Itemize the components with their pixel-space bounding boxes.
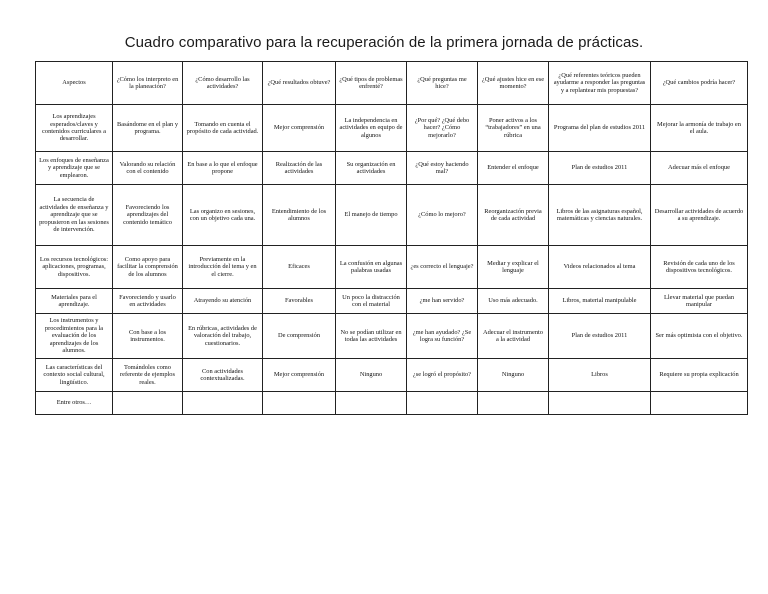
table-cell: [651, 392, 748, 415]
table-cell: Como apoyo para facilitar la comprensión de los alumnos: [113, 246, 183, 289]
table-cell: Mejorar la armonía de trabajo en el aula.: [651, 105, 748, 152]
table-cell: Su organización en actividades: [336, 152, 407, 185]
table-cell: La confusión en algunas palabras usadas: [336, 246, 407, 289]
table-cell: Entendimiento de los alumnos: [263, 185, 336, 246]
table-row: [36, 289, 748, 314]
header-cell: ¿Qué cambios podría hacer?: [651, 62, 748, 105]
aspect-cell: Los aprendizajes esperados/claves y contenidos curriculares a desarrollar.: [36, 105, 113, 152]
table-cell: Ninguno: [336, 359, 407, 392]
table-cell: [549, 392, 651, 415]
table-cell: Favoreciendo y usarlo en actividades: [113, 289, 183, 314]
table-cell: Plan de estudios 2011: [549, 314, 651, 359]
table-cell: Libros de las asignaturas español, matemáticas y ciencias naturales.: [549, 185, 651, 246]
aspect-cell: Los recursos tecnológicos: aplicaciones, programas, dispositivos.: [36, 246, 113, 289]
table-cell: Revisión de cada uno de los dispositivos tecnológicos.: [651, 246, 748, 289]
table-cell: Con base a los instrumentos.: [113, 314, 183, 359]
table-cell: ¿me han ayudado? ¿Se logra su función?: [407, 314, 478, 359]
table-cell: Uso más adecuado.: [478, 289, 549, 314]
table-cell: Libros: [549, 359, 651, 392]
aspect-cell: Los instrumentos y procedimientos para la evaluación de los aprendizajes de los alumnos.: [36, 314, 113, 359]
table-cell: Basándome en el plan y programa.: [113, 105, 183, 152]
table-cell: Ninguno: [478, 359, 549, 392]
table-cell: ¿me han servido?: [407, 289, 478, 314]
table-cell: Adecuar más el enfoque: [651, 152, 748, 185]
table-cell: En rúbricas, actividades de valoración del trabajo, cuestionarios.: [183, 314, 263, 359]
table-row: [36, 152, 748, 185]
table-cell: [336, 392, 407, 415]
aspect-cell: La secuencia de actividades de enseñanza y aprendizaje que se propusieron en las sesiones de intervención.: [36, 185, 113, 246]
table-cell: Llevar material que puedan manipular: [651, 289, 748, 314]
table-cell: Realización de las actividades: [263, 152, 336, 185]
aspect-cell: Las características del contexto social cultural, lingüístico.: [36, 359, 113, 392]
table-cell: Poner activos a los “trabajadores” en una rúbrica: [478, 105, 549, 152]
table-cell: El manejo de tiempo: [336, 185, 407, 246]
table-cell: ¿se logró el propósito?: [407, 359, 478, 392]
header-cell: ¿Cómo los interpreto en la planeación?: [113, 62, 183, 105]
table-cell: Entender el enfoque: [478, 152, 549, 185]
table-cell: Desarrollar actividades de acuerdo a su aprendizaje.: [651, 185, 748, 246]
document-title: Cuadro comparativo para la recuperación de la primera jornada de prácticas.: [124, 34, 644, 51]
header-cell: ¿Qué ajustes hice en ese momento?: [478, 62, 549, 105]
table-cell: Con actividades contextualizadas.: [183, 359, 263, 392]
table-cell: [183, 392, 263, 415]
header-cell: ¿Qué preguntas me hice?: [407, 62, 478, 105]
table-cell: [263, 392, 336, 415]
header-row: [36, 62, 748, 105]
table-row: [36, 314, 748, 359]
aspect-cell: Los enfoques de enseñanza y aprendizaje que se emplearon.: [36, 152, 113, 185]
table-cell: ¿Por qué? ¿Qué debo hacer? ¿Cómo mejorarlo?: [407, 105, 478, 152]
table-cell: Tomando en cuenta el propósito de cada actividad.: [183, 105, 263, 152]
aspect-cell: Entre otros…: [36, 392, 113, 415]
table-cell: Mejor comprensión: [263, 105, 336, 152]
table-row: [36, 105, 748, 152]
table-cell: Videos relacionados al tema: [549, 246, 651, 289]
table-cell: Eficaces: [263, 246, 336, 289]
table-row: [36, 246, 748, 289]
table-cell: No se podían utilizar en todas las actividades: [336, 314, 407, 359]
table-cell: Un poco la distracción con el material: [336, 289, 407, 314]
header-cell: ¿Qué resultados obtuve?: [263, 62, 336, 105]
header-cell: Aspectos: [36, 62, 113, 105]
header-cell: ¿Qué referentes teóricos pueden ayudarme a responder las preguntas y a replantear mis propuestas?: [549, 62, 651, 105]
table-cell: Tomándoles como referente de ejemplos reales.: [113, 359, 183, 392]
table-cell: Programa del plan de estudios 2011: [549, 105, 651, 152]
header-cell: ¿Qué tipos de problemas enfrenté?: [336, 62, 407, 105]
table-cell: ¿es correcto el lenguaje?: [407, 246, 478, 289]
table-cell: Plan de estudios 2011: [549, 152, 651, 185]
table-cell: Las organizo en sesiones, con un objetivo cada una.: [183, 185, 263, 246]
table-cell: En base a lo que el enfoque propone: [183, 152, 263, 185]
table-cell: Mejor comprensión: [263, 359, 336, 392]
aspect-cell: Materiales para el aprendizaje.: [36, 289, 113, 314]
table-cell: Favoreciendo los aprendizajes del contenido temático: [113, 185, 183, 246]
comparative-table: [35, 61, 748, 415]
table-cell: Libros, material manipulable: [549, 289, 651, 314]
table-cell: [478, 392, 549, 415]
table-cell: ¿Cómo lo mejoro?: [407, 185, 478, 246]
table-row: [36, 359, 748, 392]
table-cell: [113, 392, 183, 415]
table-row: [36, 392, 748, 415]
table-cell: De comprensión: [263, 314, 336, 359]
table-cell: Ser más optimista con el objetivo.: [651, 314, 748, 359]
table-cell: La independencia en actividades en equipo de algunos: [336, 105, 407, 152]
table-cell: Requiere su propia explicación: [651, 359, 748, 392]
table-cell: Adecuar el instrumento a la actividad: [478, 314, 549, 359]
table-cell: [407, 392, 478, 415]
table-cell: Valorando su relación con el contenido: [113, 152, 183, 185]
table-cell: ¿Qué estoy haciendo mal?: [407, 152, 478, 185]
table-cell: Reorganización previa de cada actividad: [478, 185, 549, 246]
table-cell: Atrayendo su atención: [183, 289, 263, 314]
table-cell: Mediar y explicar el lenguaje: [478, 246, 549, 289]
table-row: [36, 185, 748, 246]
table-cell: Previamente en la introducción del tema y en el cierre.: [183, 246, 263, 289]
header-cell: ¿Cómo desarrollo las actividades?: [183, 62, 263, 105]
table-cell: Favorables: [263, 289, 336, 314]
